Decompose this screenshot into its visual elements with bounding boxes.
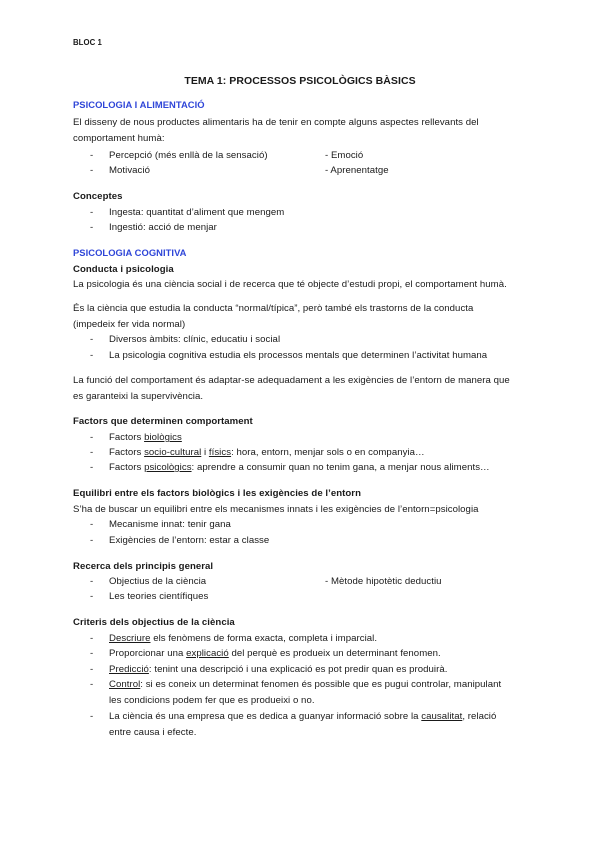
list-item: - Aprenentatge	[325, 165, 389, 176]
list-item-continuation: entre causa i efecte.	[109, 727, 197, 738]
subheading: Conducta i psicologia	[73, 264, 174, 275]
page-title: TEMA 1: PROCESSOS PSICOLÒGICS BÀSICS	[184, 75, 416, 87]
paragraph: El disseny de nous productes alimentaris ha de tenir en compte alguns aspectes rellevants del	[73, 117, 479, 128]
list-item: La psicologia cognitiva estudia els processos mentals que determinen l’activitat humana	[109, 350, 488, 361]
list-item: Objectius de la ciència	[109, 576, 207, 587]
list-item: Factors socio-cultural i físics: hora, entorn, menjar sols o en companyia…	[109, 447, 425, 458]
paragraph: comportament humà:	[73, 133, 165, 144]
paragraph: La funció del comportament és adaptar-se adequadament a les exigències de l’entorn de manera que	[73, 375, 510, 386]
list-item: Motivació	[109, 165, 150, 176]
section-heading-criteris: Criteris dels objectius de la ciència	[73, 617, 235, 628]
section-heading-factors: Factors que determinen comportament	[73, 416, 253, 427]
bullet-dash: -	[90, 462, 94, 473]
list-item: Ingesta: quantitat d’aliment que mengem	[109, 207, 285, 218]
list-item: Factors psicològics: aprendre a consumir quan no tenim gana, a menjar nous aliments…	[109, 462, 490, 473]
bullet-dash: -	[90, 576, 94, 587]
list-item: Percepció (més enllà de la sensació)	[109, 150, 268, 161]
list-item: Exigències de l’entorn: estar a classe	[109, 535, 270, 546]
bullet-dash: -	[90, 711, 94, 722]
page-header: BLOC 1	[73, 38, 102, 47]
list-item: Proporcionar una explicació del perquè es produeix un determinant fenomen.	[109, 648, 441, 659]
list-item: Les teories científiques	[109, 591, 209, 602]
paragraph: (impedeix fer vida normal)	[73, 319, 186, 330]
bullet-dash: -	[90, 334, 94, 345]
bullet-dash: -	[90, 591, 94, 602]
list-item-continuation: les condicions podem fer que es produeixi o no.	[109, 695, 315, 706]
section-heading-cognitiva: PSICOLOGIA COGNITIVA	[73, 247, 187, 258]
bullet-dash: -	[90, 664, 94, 675]
list-item: Descriure els fenòmens de forma exacta, completa i imparcial.	[109, 633, 378, 644]
list-item: Predicció: tenint una descripció i una explicació es pot predir quan es produirà.	[109, 664, 448, 675]
bullet-dash: -	[90, 535, 94, 546]
list-item: - Emoció	[325, 150, 364, 161]
list-item: Ingestió: acció de menjar	[109, 222, 217, 233]
paragraph: És la ciència que estudia la conducta “normal/típica”, però també els trastorns de la conducta	[73, 303, 474, 314]
section-heading-recerca: Recerca dels principis general	[73, 561, 214, 572]
list-item: Mecanisme innat: tenir gana	[109, 519, 231, 530]
list-item: - Mètode hipotètic deductiu	[325, 576, 442, 587]
section-heading-conceptes: Conceptes	[73, 191, 123, 202]
bullet-dash: -	[90, 648, 94, 659]
bullet-dash: -	[90, 207, 94, 218]
section-heading-alimentacio: PSICOLOGIA I ALIMENTACIÓ	[73, 99, 205, 110]
section-heading-equilibri: Equilibri entre els factors biològics i les exigències de l’entorn	[73, 488, 361, 499]
bullet-dash: -	[90, 432, 94, 443]
bullet-dash: -	[90, 222, 94, 233]
bullet-dash: -	[90, 350, 94, 361]
list-item: Factors biològics	[109, 432, 182, 443]
bullet-dash: -	[90, 679, 94, 690]
list-item: Control: si es coneix un determinat fenomen és possible que es pugui controlar, manipulant	[109, 679, 502, 690]
bullet-dash: -	[90, 633, 94, 644]
bullet-dash: -	[90, 447, 94, 458]
bullet-dash: -	[90, 519, 94, 530]
bullet-dash: -	[90, 150, 94, 161]
list-item: La ciència és una empresa que es dedica a guanyar informació sobre la causalitat, relació	[109, 711, 497, 722]
list-item: Diversos àmbits: clínic, educatiu i social	[109, 334, 281, 345]
paragraph: La psicologia és una ciència social i de recerca que té objecte d’estudi propi, el comportament humà.	[73, 279, 507, 290]
paragraph: S’ha de buscar un equilibri entre els mecanismes innats i les exigències de l’entorn=psicologia	[73, 504, 479, 515]
paragraph: es garanteixi la supervivència.	[73, 391, 204, 402]
bullet-dash: -	[90, 165, 94, 176]
